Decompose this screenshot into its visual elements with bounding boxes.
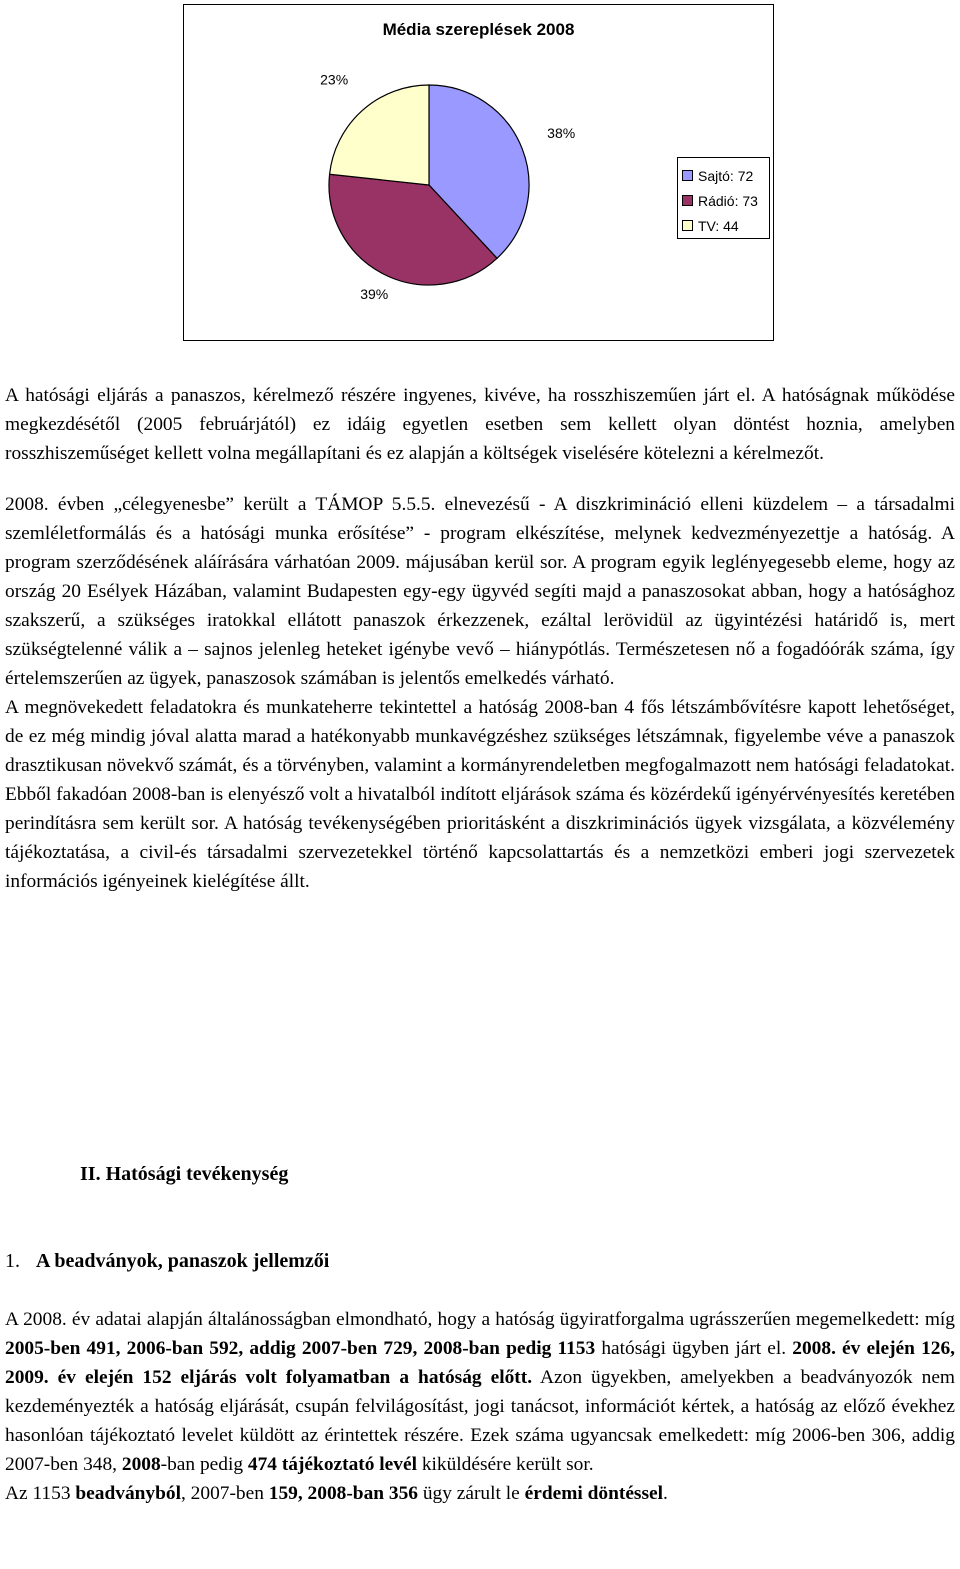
- stats-bold-1: 2005-ben 491, 2006-ban 592, addig 2007-ben 729, 2008-ban pedig 1153: [5, 1338, 596, 1359]
- legend-item-radio: [678, 188, 769, 213]
- legend-item-tv: [678, 213, 769, 238]
- chart-title: Média szereplések 2008: [382, 20, 575, 39]
- pie-label-tv: 23%: [320, 71, 349, 88]
- paragraph-fees: A hatósági eljárás a panaszos, kérelmező részére ingyenes, kivéve, ha rosszhiszeműen járt el. A hatóságnak működése megkezdésétől (2005 februárjától) ez idáig egyetlen esetben sem kellett olyan döntést hoznia, amelyben rosszhiszeműséget kellett volna megállapítani és ez alapján a költségek viselésére kötelezni a kérelmezőt.: [5, 385, 955, 464]
- decisions-bold-3: érdemi döntéssel: [524, 1483, 664, 1504]
- decisions-text-4: .: [663, 1483, 668, 1504]
- body-text-lower: [5, 1305, 955, 1508]
- legend-label-tv: TV: 44: [698, 217, 739, 234]
- section-heading: II. Hatósági tevékenység: [80, 1163, 289, 1185]
- decisions-text-1: Az 1153: [5, 1483, 76, 1504]
- legend-swatch-tv: [682, 220, 693, 231]
- pie-label-radio: 39%: [360, 286, 389, 303]
- legend-label-radio: Rádió: 73: [698, 192, 758, 209]
- paragraph-tamop: 2008. évben „célegyenesbe” került a TÁMOP 5.5.5. elnevezésű - A diszkrimináció elleni küzdelem – a társadalmi szemléletformálás és a hatósági munka erősítése” - program elkészítése, melynek kedvezményezettje a hatóság. A program szerződésének aláírására várhatóan 2009. májusában kerül sor. A program egyik leglényegesebb eleme, hogy az ország 20 Esélyek Házában, valamint Budapesten egy-egy ügyvéd segíti majd a panaszosokat abban, hogy a hatósághoz szakszerű, a szükséges iratokkal ellátott panaszok érkezzenek, ezáltal lerövidül az ügyintézési határidő is, mert szükségtelenné válik a – sajnos jelenleg heteket igénybe vevő – hiánypótlás. Természetesen nő a fogadóórák száma, így értelemszerűen az ügyek, panaszosok számában is jelentős emelkedés várható.: [5, 494, 955, 689]
- paragraph-staffing: A megnövekedett feladatokra és munkateherre tekintettel a hatóság 2008-ban 4 fős létszámbővítésre kapott lehetőséget, de ez még mindig jóval alatta marad a hatékonyabb munkavégzéshez szükséges létszámnak, figyelembe véve a panaszok drasztikusan növekvő számát, és a törvényben, valamint a kormányrendeletben megfogalmazott nem hatósági feladatokat. Ebből fakadóan 2008-ban is elenyésző volt a hivatalból indított eljárások száma és közérdekű igényérvényesítés keretében perindításra sem került sor. A hatóság tevékenységében prioritásként a diszkriminációs ügyek vizsgálata, a közvélemény tájékoztatása, a civil-és társadalmi szervezetekkel történő kapcsolattartás és a nemzetközi emberi jogi szervezetek információs igényeinek kielégítése állt.: [5, 697, 955, 892]
- decisions-text-2: , 2007-ben: [180, 1483, 269, 1504]
- chart-legend: [677, 157, 770, 239]
- stats-bold-3: 2008: [121, 1454, 161, 1475]
- stats-text-4: -ban pedig: [160, 1454, 248, 1475]
- legend-swatch-radio: [682, 195, 693, 206]
- paragraph-decisions: [5, 1479, 955, 1508]
- stats-text-2: hatósági ügyben járt el.: [595, 1338, 793, 1359]
- stats-text-3: Azon ügyekben, amelyekben a beadványozók nem kezdeményezték a hatóság eljárását, csupán felvilágosítást, jogi tanácsot, információt kértek, a hatóság az előző évekhez hasonlóan tájékoztató levelet küldött az érintettek részére. Ezek száma ugyancsak emelkedett: míg 2006-ben 306, addig 2007-ben 348,: [5, 1367, 956, 1475]
- stats-text-5: kiküldésére került sor.: [416, 1454, 594, 1475]
- subsection-title: A beadványok, panaszok jellemzői: [36, 1250, 330, 1272]
- legend-item-sajto: [678, 163, 769, 188]
- subsection-heading: [5, 1247, 329, 1276]
- subsection-number: 1.: [5, 1250, 20, 1272]
- stats-text-1: A 2008. év adatai alapján általánosságban elmondható, hogy a hatóság ügyiratforgalma ugrásszerűen megemelkedett: míg: [5, 1309, 955, 1330]
- body-text-upper: [5, 381, 955, 896]
- pie-label-sajto: 38%: [547, 125, 576, 142]
- legend-label-sajto: Sajtó: 72: [698, 167, 754, 184]
- paragraph-statistics: [5, 1305, 955, 1479]
- stats-bold-4: 474 tájékoztató levél: [247, 1454, 417, 1475]
- legend-swatch-sajto: [682, 170, 693, 181]
- decisions-bold-2: 159, 2008-ban 356: [268, 1483, 418, 1504]
- decisions-bold-1: beadványból: [75, 1483, 181, 1504]
- pie-chart-panel: [183, 4, 774, 341]
- pie-slice-tv: [330, 85, 429, 185]
- stats-bold-2: 2008. év elején 126, 2009. év elején 152 eljárás volt folyamatban a hatóság előtt.: [5, 1338, 956, 1388]
- decisions-text-3: ügy zárult le: [417, 1483, 525, 1504]
